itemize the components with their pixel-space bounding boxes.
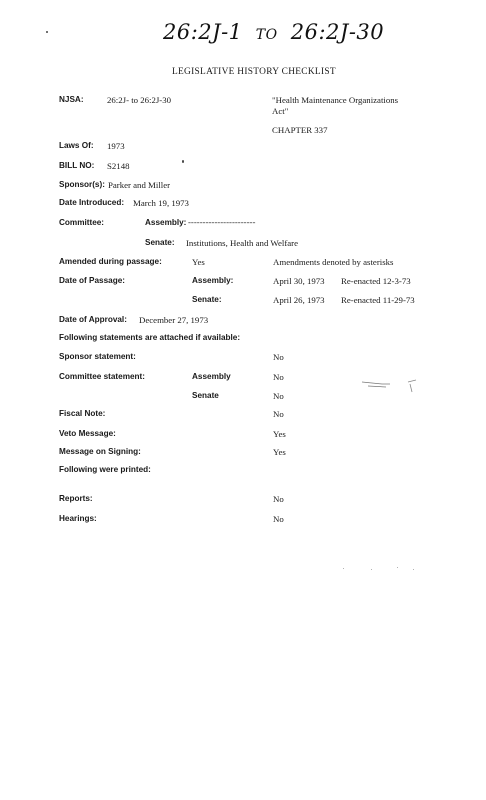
amended-note: Amendments denoted by asterisks: [273, 257, 394, 267]
passage-assembly-label: Assembly:: [192, 276, 234, 285]
scan-speck: [46, 31, 48, 33]
scan-speck: [343, 568, 344, 569]
heading-start: 26:2J-1: [163, 20, 243, 44]
date-introduced-label: Date Introduced:: [59, 198, 125, 207]
passage-assembly-date: April 30, 1973: [273, 276, 325, 286]
bill-no-label: BILL NO:: [59, 161, 95, 170]
scan-scribble: [360, 376, 430, 396]
amended-label: Amended during passage:: [59, 257, 162, 266]
scan-speck: [397, 567, 398, 568]
amended-value: Yes: [192, 257, 205, 267]
chapter: CHAPTER 337: [272, 125, 328, 135]
date-introduced-value: March 19, 1973: [133, 198, 189, 208]
committee-statement-label: Committee statement:: [59, 372, 145, 381]
scan-speck: [182, 160, 184, 163]
hearings-value: No: [273, 514, 284, 524]
heading-connector: TO: [255, 27, 278, 43]
sponsors-label: Sponsor(s):: [59, 180, 105, 189]
fiscal-note-value: No: [273, 409, 284, 419]
sponsors-value: Parker and Miller: [108, 180, 171, 190]
act-name-line1: "Health Maintenance Organizations: [272, 95, 399, 105]
njsa-value: 26:2J- to 26:2J-30: [107, 95, 172, 105]
committee-label: Committee:: [59, 218, 105, 227]
passage-senate-note: Re-enacted 11-29-73: [341, 295, 415, 305]
handwritten-heading: [163, 20, 384, 44]
date-of-approval-label: Date of Approval:: [59, 315, 127, 324]
scan-speck: [371, 569, 372, 570]
laws-of-label: Laws Of:: [59, 141, 94, 150]
attached-heading: Following statements are attached if available:: [59, 333, 241, 342]
scan-speck: [413, 569, 414, 570]
committee-senate-label: Senate:: [145, 238, 175, 247]
hearings-label: Hearings:: [59, 514, 97, 523]
printed-heading: Following were printed:: [59, 465, 151, 474]
committee-statement-senate-label: Senate: [192, 391, 219, 400]
date-of-approval-value: December 27, 1973: [139, 315, 209, 325]
committee-senate-value: Institutions, Health and Welfare: [186, 238, 298, 248]
sponsor-statement-label: Sponsor statement:: [59, 352, 136, 361]
committee-statement-senate-value: No: [273, 391, 284, 401]
reports-label: Reports:: [59, 494, 93, 503]
passage-senate-label: Senate:: [192, 295, 222, 304]
passage-assembly-note: Re-enacted 12-3-73: [341, 276, 411, 286]
bill-no-value: S2148: [107, 161, 130, 171]
fiscal-note-label: Fiscal Note:: [59, 409, 106, 418]
committee-statement-assembly-value: No: [273, 372, 284, 382]
njsa-label: NJSA:: [59, 95, 84, 104]
committee-statement-assembly-label: Assembly: [192, 372, 231, 381]
veto-message-value: Yes: [273, 429, 286, 439]
passage-senate-date: April 26, 1973: [273, 295, 325, 305]
act-name-line2: Act": [272, 106, 289, 116]
date-of-passage-label: Date of Passage:: [59, 276, 125, 285]
reports-value: No: [273, 494, 284, 504]
veto-message-label: Veto Message:: [59, 429, 116, 438]
message-on-signing-value: Yes: [273, 447, 286, 457]
message-on-signing-label: Message on Signing:: [59, 447, 141, 456]
committee-assembly-label: Assembly:: [145, 218, 187, 227]
committee-assembly-value: -----------------------: [188, 217, 256, 227]
sponsor-statement-value: No: [273, 352, 284, 362]
laws-of-value: 1973: [107, 141, 125, 151]
document-title: LEGISLATIVE HISTORY CHECKLIST: [172, 67, 336, 77]
heading-end: 26:2J-30: [290, 20, 385, 44]
